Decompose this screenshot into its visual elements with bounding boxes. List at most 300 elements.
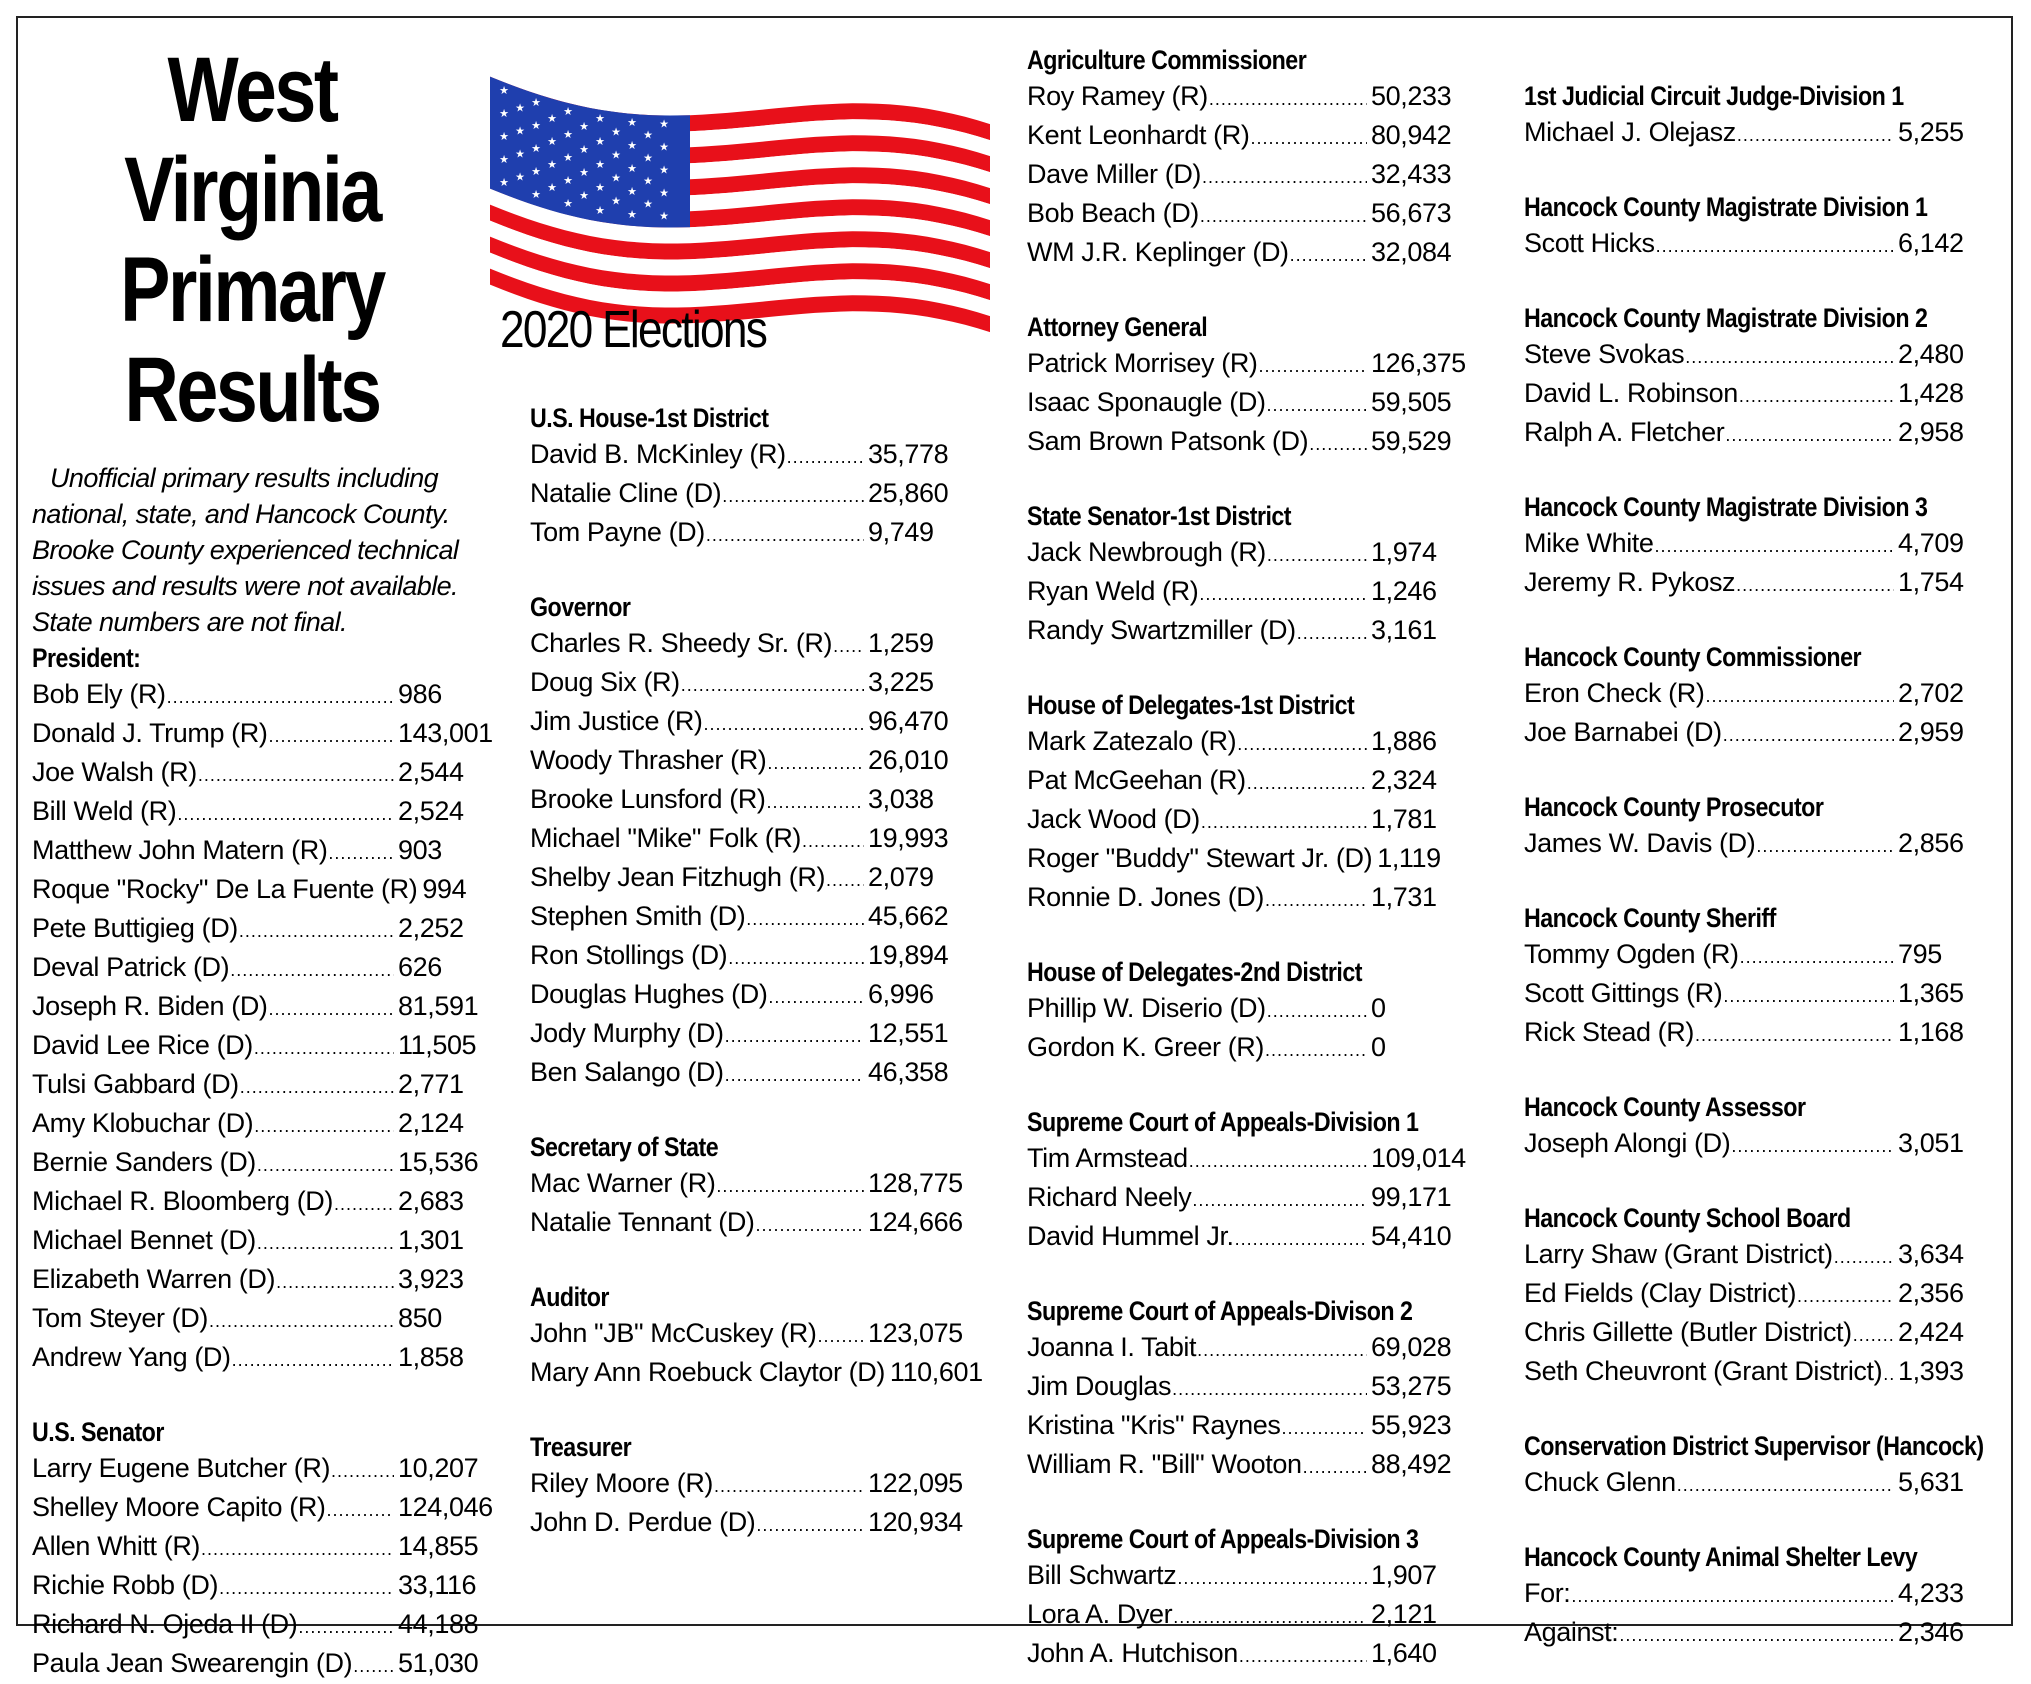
- candidate-name: Scott Hicks: [1524, 228, 1655, 258]
- candidate-name: Larry Eugene Butcher (R): [32, 1453, 331, 1483]
- candidate-row: [1524, 1236, 1964, 1275]
- flag-star-icon: ★: [563, 198, 573, 210]
- candidate-row: [32, 832, 472, 871]
- candidate-name: Bob Ely (R): [32, 679, 166, 709]
- vote-count: 1,907: [1371, 1560, 1437, 1590]
- flag-star-icon: ★: [499, 177, 509, 190]
- vote-count: 2,324: [1371, 765, 1437, 795]
- dot-leader: [1656, 228, 1894, 264]
- vote-count: 69,028: [1371, 1332, 1452, 1362]
- flag-star-icon: ★: [515, 171, 525, 184]
- vote-count: 2,124: [398, 1108, 464, 1138]
- race-title: Treasurer: [530, 1432, 632, 1462]
- candidate-row: [32, 988, 479, 1027]
- candidate-name: Roque "Rocky" De La Fuente (R): [32, 874, 418, 904]
- dot-leader: [1209, 81, 1367, 117]
- candidate-name: Tom Payne (D): [530, 517, 705, 547]
- dot-leader: [756, 1207, 864, 1243]
- dot-leader: [334, 1186, 394, 1222]
- flag-star-icon: ★: [547, 182, 557, 195]
- vote-count: 5,631: [1898, 1467, 1964, 1497]
- candidate-row: [32, 1183, 472, 1222]
- flag-star-icon: ★: [595, 158, 605, 171]
- candidate-name: Natalie Cline (D): [530, 478, 722, 508]
- flag-graphic: [470, 40, 1010, 340]
- dot-leader: [1685, 339, 1894, 375]
- race-block: [1027, 687, 1457, 918]
- candidate-name: Mark Zatezalo (R): [1027, 726, 1237, 756]
- dot-leader: [1571, 1578, 1894, 1614]
- candidate-name: David B. McKinley (R): [530, 439, 786, 469]
- dot-leader: [257, 1225, 394, 1261]
- vote-count: 1,393: [1898, 1356, 1964, 1386]
- dot-leader: [1267, 537, 1367, 573]
- dot-leader: [1197, 1332, 1367, 1368]
- candidate-name: Mike White: [1524, 528, 1654, 558]
- flag-star-icon: ★: [515, 125, 525, 138]
- flag-star-icon: ★: [627, 162, 637, 175]
- candidate-name: Michael J. Olejasz: [1524, 117, 1736, 147]
- race-title: House of Delegates-2nd District: [1027, 957, 1362, 987]
- vote-count: 110,601: [889, 1357, 983, 1387]
- candidate-name: Jack Wood (D): [1027, 804, 1200, 834]
- race-gap: [1524, 603, 1956, 639]
- vote-count: 88,492: [1371, 1449, 1452, 1479]
- flag-star-icon: ★: [563, 175, 573, 187]
- candidate-name: David L. Robinson: [1524, 378, 1738, 408]
- candidate-name: Michael "Mike" Folk (R): [530, 823, 802, 853]
- race-block: [1524, 1089, 1964, 1164]
- dot-leader: [1725, 417, 1894, 453]
- candidate-row: [1027, 1140, 1466, 1179]
- vote-count: 2,524: [398, 796, 464, 826]
- candidate-name: Against:: [1524, 1617, 1619, 1647]
- vote-count: 123,075: [868, 1318, 963, 1348]
- dot-leader: [1247, 765, 1367, 801]
- candidate-name: Eron Check (R): [1524, 678, 1705, 708]
- candidate-row: [1027, 1329, 1457, 1368]
- dot-leader: [1756, 828, 1894, 864]
- vote-count: 14,855: [398, 1531, 479, 1561]
- candidate-row: [1524, 1353, 1964, 1392]
- candidate-row: [1524, 1125, 1964, 1164]
- vote-count: 0: [1371, 993, 1386, 1023]
- candidate-name: Kent Leonhardt (R): [1027, 120, 1250, 150]
- flag-star-icon: ★: [499, 85, 509, 98]
- race-title: Attorney General: [1027, 312, 1208, 342]
- candidate-row: [32, 1105, 472, 1144]
- dot-leader: [1239, 1638, 1367, 1674]
- dot-leader: [1739, 378, 1894, 414]
- candidate-name: Randy Swartzmiller (D): [1027, 615, 1296, 645]
- race-title: Hancock County Magistrate Division 2: [1524, 303, 1928, 333]
- race-gap: [530, 1243, 950, 1279]
- candidate-name: Joseph R. Biden (D): [32, 991, 268, 1021]
- vote-count: 2,702: [1898, 678, 1964, 708]
- flag-star-icon: ★: [499, 108, 509, 121]
- candidate-row: [1027, 1368, 1457, 1407]
- candidate-name: Isaac Sponaugle (D): [1027, 387, 1266, 417]
- candidate-name: Bill Weld (R): [32, 796, 177, 826]
- race-title: Governor: [530, 592, 631, 622]
- dot-leader: [1309, 426, 1367, 462]
- vote-count: 0: [1371, 1032, 1386, 1062]
- candidate-row: [1524, 336, 1964, 375]
- candidate-name: Elizabeth Warren (D): [32, 1264, 276, 1294]
- race-block: [1027, 1293, 1457, 1485]
- candidate-name: Rick Stead (R): [1524, 1017, 1694, 1047]
- vote-count: 50,233: [1371, 81, 1452, 111]
- dot-leader: [1303, 1449, 1367, 1485]
- race-block: [1027, 498, 1457, 651]
- dot-leader: [239, 913, 394, 949]
- dot-leader: [1297, 615, 1367, 651]
- dot-leader: [1237, 726, 1367, 762]
- race-gap: [530, 1093, 950, 1129]
- vote-count: 2,771: [398, 1069, 464, 1099]
- candidate-name: Jeremy R. Pykosz: [1524, 567, 1736, 597]
- candidate-row: [530, 976, 950, 1015]
- race-gap: [1524, 1503, 1956, 1539]
- race-block: [1027, 42, 1457, 273]
- candidate-row: [530, 898, 950, 937]
- candidate-row: [32, 676, 472, 715]
- candidate-name: Ralph A. Fletcher: [1524, 417, 1725, 447]
- candidate-row: [530, 937, 950, 976]
- candidate-name: Richard Neely: [1027, 1182, 1192, 1212]
- race-title: Auditor: [530, 1282, 609, 1312]
- flag-star-icon: ★: [563, 106, 573, 118]
- candidate-row: [32, 1645, 479, 1684]
- dot-leader: [1290, 237, 1367, 273]
- dot-leader: [1281, 1410, 1367, 1446]
- dot-leader: [1723, 978, 1894, 1014]
- race-title: U.S. House-1st District: [530, 403, 769, 433]
- vote-count: 126,375: [1371, 348, 1466, 378]
- flag-star-icon: ★: [515, 102, 525, 115]
- race-title: Conservation District Supervisor (Hancock): [1524, 1431, 1984, 1461]
- vote-count: 3,161: [1371, 615, 1437, 645]
- vote-count: 120,934: [868, 1507, 963, 1537]
- candidate-name: Joe Walsh (R): [32, 757, 197, 787]
- candidate-row: [530, 436, 950, 475]
- flag-star-icon: ★: [659, 141, 669, 154]
- race-list: [1524, 78, 1984, 1653]
- flag-star-icon: ★: [643, 175, 653, 188]
- dot-leader: [1172, 1371, 1367, 1407]
- flag-star-icon: ★: [563, 152, 573, 164]
- candidate-name: Paula Jean Swearengin (D): [32, 1648, 353, 1678]
- dot-leader: [1267, 993, 1367, 1029]
- vote-count: 1,640: [1371, 1638, 1437, 1668]
- candidate-name: Andrew Yang (D): [32, 1342, 231, 1372]
- candidate-name: Bob Beach (D): [1027, 198, 1199, 228]
- dot-leader: [268, 718, 394, 754]
- dot-leader: [353, 1648, 394, 1684]
- race-title: President:: [32, 643, 141, 673]
- race-title: House of Delegates-1st District: [1027, 690, 1355, 720]
- vote-count: 4,233: [1898, 1578, 1964, 1608]
- vote-count: 19,894: [868, 940, 949, 970]
- candidate-row: [32, 1450, 479, 1489]
- candidate-row: [32, 910, 472, 949]
- race-block: [1027, 309, 1466, 462]
- vote-count: 986: [398, 679, 442, 709]
- candidate-row: [530, 1315, 963, 1354]
- candidate-name: For:: [1524, 1578, 1571, 1608]
- race-title: Supreme Court of Appeals-Division 1: [1027, 1107, 1419, 1137]
- dot-leader: [728, 940, 864, 976]
- flag-star-icon: ★: [595, 112, 605, 125]
- dot-leader: [1731, 1128, 1894, 1164]
- vote-count: 1,119: [1377, 843, 1441, 873]
- candidate-name: Patrick Morrisey (R): [1027, 348, 1258, 378]
- dot-leader: [254, 1108, 394, 1144]
- dot-leader: [768, 979, 864, 1015]
- elections-label: 2020 Elections: [500, 301, 767, 359]
- race-block: [1027, 1521, 1457, 1674]
- candidate-name: Gordon K. Greer (R): [1027, 1032, 1264, 1062]
- vote-count: 1,365: [1898, 978, 1964, 1008]
- dot-leader: [167, 679, 394, 715]
- vote-count: 51,030: [398, 1648, 479, 1678]
- vote-count: 1,246: [1371, 576, 1437, 606]
- flag-star-icon: ★: [595, 135, 605, 148]
- candidate-name: Tim Armstead: [1027, 1143, 1188, 1173]
- vote-count: 5,255: [1898, 117, 1964, 147]
- race-title: Hancock County Animal Shelter Levy: [1524, 1542, 1918, 1572]
- candidate-name: Joanna I. Tabit: [1027, 1332, 1197, 1362]
- dot-leader: [1736, 567, 1894, 603]
- race-gap: [1027, 918, 1457, 954]
- race-title: State Senator-1st District: [1027, 501, 1292, 531]
- page-title: [32, 40, 472, 440]
- candidate-row: [1524, 825, 1964, 864]
- race-gap: [1524, 864, 1956, 900]
- candidate-row: [1027, 801, 1457, 840]
- candidate-name: Tulsi Gabbard (D): [32, 1069, 239, 1099]
- vote-count: 1,886: [1371, 726, 1437, 756]
- candidate-row: [1027, 195, 1457, 234]
- candidate-row: [1027, 534, 1457, 573]
- candidate-row: [32, 949, 472, 988]
- candidate-name: Ben Salango (D): [530, 1057, 724, 1087]
- vote-count: 81,591: [398, 991, 479, 1021]
- vote-count: 53,275: [1371, 1371, 1452, 1401]
- candidate-row: [32, 1339, 472, 1378]
- candidate-name: Dave Miller (D): [1027, 159, 1202, 189]
- candidate-row: [1027, 1407, 1457, 1446]
- candidate-name: Amy Klobuchar (D): [32, 1108, 254, 1138]
- race-title: Hancock County School Board: [1524, 1203, 1851, 1233]
- vote-count: 80,942: [1371, 120, 1452, 150]
- race-title: 1st Judicial Circuit Judge-Division 1: [1524, 81, 1904, 111]
- candidate-name: Richie Robb (D): [32, 1570, 219, 1600]
- candidate-name: Tom Steyer (D): [32, 1303, 208, 1333]
- flag-star-icon: ★: [563, 129, 573, 141]
- vote-count: 795: [1898, 939, 1942, 969]
- candidate-row: [1524, 714, 1964, 753]
- dot-leader: [802, 823, 864, 859]
- dot-leader: [1259, 348, 1367, 384]
- dot-leader: [209, 1303, 394, 1339]
- race-gap: [1027, 273, 1457, 309]
- candidate-name: Chris Gillette (Butler District): [1524, 1317, 1852, 1347]
- dot-leader: [1202, 159, 1367, 195]
- candidate-row: [1027, 1218, 1457, 1257]
- column-county: [1524, 78, 1984, 1653]
- race-title: Hancock County Magistrate Division 3: [1524, 492, 1928, 522]
- candidate-name: Larry Shaw (Grant District): [1524, 1239, 1833, 1269]
- vote-count: 44,188: [398, 1609, 479, 1639]
- vote-count: 32,084: [1371, 237, 1452, 267]
- candidate-name: Joseph Alongi (D): [1524, 1128, 1731, 1158]
- candidate-row: [1027, 573, 1457, 612]
- race-title: U.S. Senator: [32, 1417, 164, 1447]
- candidate-row: [530, 1204, 963, 1243]
- dot-leader: [1265, 882, 1367, 918]
- candidate-name: Allen Whitt (R): [32, 1531, 201, 1561]
- vote-count: 55,923: [1371, 1410, 1452, 1440]
- flag-star-icon: ★: [547, 159, 557, 172]
- flag-star-icon: ★: [579, 121, 589, 134]
- race-gap: [1524, 453, 1956, 489]
- vote-count: 9,749: [868, 517, 934, 547]
- candidate-row: [1524, 414, 1964, 453]
- candidate-row: [1027, 990, 1457, 1029]
- race-gap: [1524, 264, 1956, 300]
- candidate-name: Jim Justice (R): [530, 706, 703, 736]
- race-block: [1524, 1428, 1984, 1503]
- candidate-name: Jody Murphy (D): [530, 1018, 724, 1048]
- flag-star-icon: ★: [643, 198, 653, 211]
- candidate-row: [1027, 423, 1457, 462]
- candidate-name: John D. Perdue (D): [530, 1507, 756, 1537]
- candidate-row: [1027, 762, 1457, 801]
- candidate-name: David Hummel Jr.: [1027, 1221, 1234, 1251]
- column-national: [32, 39, 493, 1684]
- dot-leader: [1265, 1032, 1367, 1068]
- dot-leader: [232, 1342, 394, 1378]
- vote-count: 96,470: [868, 706, 949, 736]
- flag-star-icon: ★: [659, 187, 669, 200]
- candidate-row: [32, 1144, 479, 1183]
- flag-star-icon: ★: [531, 165, 541, 178]
- candidate-name: Stephen Smith (D): [530, 901, 746, 931]
- vote-count: 35,778: [868, 439, 949, 469]
- dot-leader: [1655, 528, 1894, 564]
- dot-leader: [681, 667, 864, 703]
- candidate-name: Shelley Moore Capito (R): [32, 1492, 326, 1522]
- title-line-3: Results: [124, 339, 380, 441]
- candidate-row: [1027, 1596, 1457, 1635]
- dot-leader: [240, 1069, 394, 1105]
- race-gap: [1524, 153, 1956, 189]
- vote-count: 12,551: [868, 1018, 949, 1048]
- vote-count: 2,480: [1898, 339, 1964, 369]
- candidate-name: Ronnie D. Jones (D): [1027, 882, 1264, 912]
- race-block: [1524, 189, 1964, 264]
- candidate-row: [1027, 723, 1457, 762]
- dot-leader: [1250, 120, 1367, 156]
- candidate-row: [32, 1261, 472, 1300]
- candidate-row: [1027, 1179, 1457, 1218]
- vote-count: 994: [422, 874, 467, 904]
- candidate-name: Pat McGeehan (R): [1027, 765, 1246, 795]
- vote-count: 2,252: [398, 913, 464, 943]
- flag-star-icon: ★: [627, 185, 637, 198]
- vote-count: 19,993: [868, 823, 949, 853]
- candidate-row: [530, 1504, 963, 1543]
- candidate-row: [530, 1465, 963, 1504]
- candidate-row: [32, 1489, 493, 1528]
- candidate-name: Roy Ramey (R): [1027, 81, 1208, 111]
- candidate-row: [1027, 1446, 1457, 1485]
- flag-star-icon: ★: [611, 172, 621, 185]
- candidate-row: [530, 514, 950, 553]
- candidate-row: [1027, 612, 1457, 651]
- dot-leader: [1853, 1317, 1894, 1353]
- race-block: [1524, 1539, 1964, 1653]
- candidate-row: [32, 715, 493, 754]
- dot-leader: [1619, 1617, 1894, 1653]
- candidate-row: [1524, 1275, 1964, 1314]
- race-block: [1524, 1200, 1964, 1392]
- race-block: [1524, 639, 1964, 753]
- race-block: [1524, 78, 1964, 153]
- candidate-name: Michael R. Bloomberg (D): [32, 1186, 333, 1216]
- vote-count: 122,095: [868, 1468, 963, 1498]
- candidate-row: [1524, 114, 1964, 153]
- flag-star-icon: ★: [579, 167, 589, 180]
- dot-leader: [1192, 1182, 1367, 1218]
- race-block: [530, 589, 950, 1093]
- vote-count: 2,959: [1898, 717, 1964, 747]
- candidate-row: [1524, 975, 1964, 1014]
- dot-leader: [833, 628, 864, 664]
- candidate-name: Jack Newbrough (R): [1027, 537, 1266, 567]
- candidate-row: [1027, 840, 1457, 879]
- race-gap: [1524, 1053, 1956, 1089]
- vote-count: 32,433: [1371, 159, 1452, 189]
- candidate-name: William R. "Bill" Wooton: [1027, 1449, 1302, 1479]
- dot-leader: [257, 1147, 394, 1183]
- dot-leader: [725, 1018, 864, 1054]
- flag-star-icon: ★: [611, 149, 621, 162]
- flag-star-icon: ★: [499, 154, 509, 167]
- candidate-name: Doug Six (R): [530, 667, 680, 697]
- race-title: Hancock County Magistrate Division 1: [1524, 192, 1928, 222]
- race-title: Hancock County Sheriff: [1524, 903, 1776, 933]
- title-line-1: West Virginia: [124, 39, 380, 241]
- candidate-name: Matthew John Matern (R): [32, 835, 328, 865]
- vote-count: 124,666: [868, 1207, 963, 1237]
- flag-star-icon: ★: [579, 144, 589, 157]
- dot-leader: [704, 706, 864, 742]
- vote-count: 45,662: [868, 901, 949, 931]
- candidate-name: Sam Brown Patsonk (D): [1027, 426, 1309, 456]
- flag-star-icon: ★: [659, 164, 669, 177]
- vote-count: 128,775: [868, 1168, 963, 1198]
- race-list: [1027, 42, 1466, 1674]
- candidate-row: [32, 1300, 472, 1339]
- flag-star-icon: ★: [643, 152, 653, 165]
- candidate-row: [1027, 1029, 1457, 1068]
- vote-count: 626: [398, 952, 442, 982]
- dot-leader: [1737, 117, 1894, 153]
- vote-count: 15,536: [398, 1147, 479, 1177]
- intro-text: Unofficial primary results including national, state, and Hancock County. Brooke County experienced technical issues and results were not available. State numbers are not final.: [32, 463, 459, 637]
